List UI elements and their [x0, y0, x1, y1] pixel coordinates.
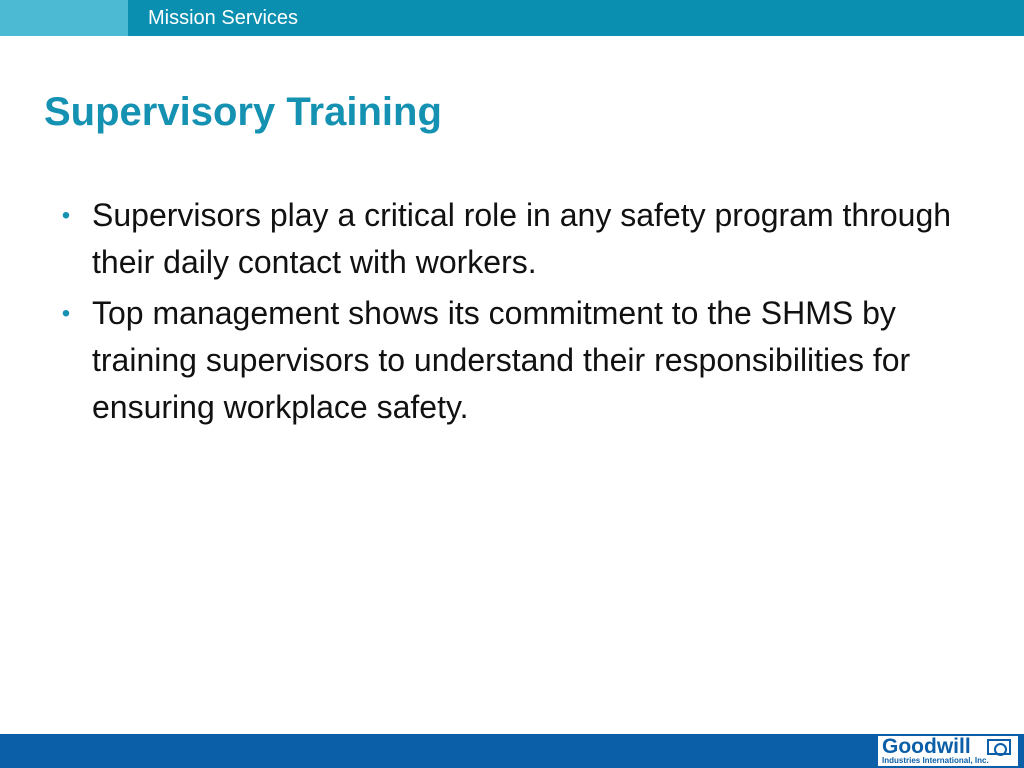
bullet-text: Supervisors play a critical role in any safety program through their daily contact with workers. — [92, 197, 952, 280]
bullet-text: Top management shows its commitment to the SHMS by training supervisors to understand their responsibilities for ensuring workplace safety. — [92, 295, 911, 425]
section-label: Mission Services — [148, 7, 299, 29]
bullet-marker: • — [61, 300, 71, 327]
bullet-list — [56, 192, 986, 435]
footer-bar — [0, 734, 1024, 768]
logo-wordmark: Goodwill — [882, 735, 971, 758]
slide-title: Supervisory Training — [44, 90, 442, 134]
logo-subtitle: Industries International, Inc. — [882, 756, 989, 765]
goodwill-smile-icon — [987, 739, 1011, 755]
header-bar — [0, 0, 1024, 36]
bullet-item-management-commitment — [56, 290, 986, 431]
bullet-marker: • — [61, 202, 71, 229]
bullet-item-supervisor-role — [56, 192, 986, 286]
header-accent-block — [0, 0, 128, 36]
goodwill-logo — [878, 736, 1018, 766]
